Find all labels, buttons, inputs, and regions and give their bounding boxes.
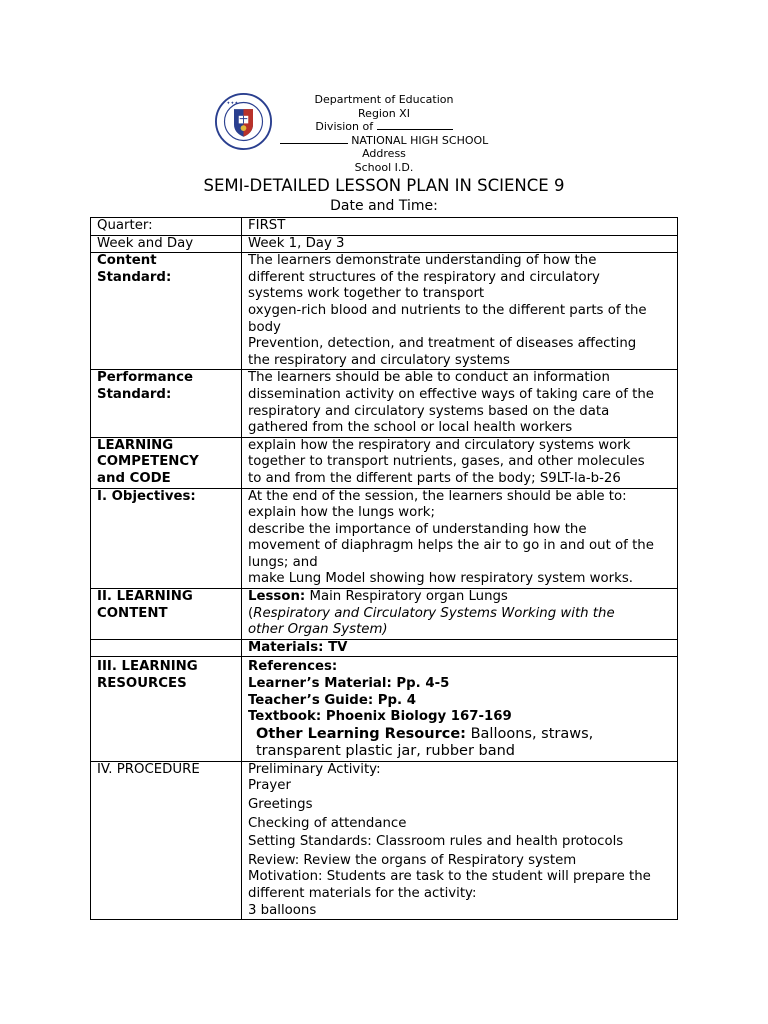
learning-resources-label [91,657,242,761]
region-line: Region XI [358,107,410,120]
learning-competency-value [242,437,678,488]
date-time: Date and Time: [330,198,438,214]
learners-material: Learner’s Material: Pp. 4-5 [248,676,450,692]
attendance: Checking of attendance [248,815,407,831]
learning-content-value [242,589,678,640]
motivation: Motivation: Students are task to the student will prepare the [248,869,651,885]
other-resource-cont: transparent plastic jar, rubber band [256,743,516,760]
other-resource-label: Other Learning Resource: [256,725,466,742]
content-standard-value [242,253,678,370]
division-blank [377,120,453,130]
prayer: Prayer [248,778,291,794]
label-line: Standard: [97,269,172,285]
lesson-subtitle-line [248,606,671,623]
learning-competency-label [91,437,242,488]
school-name: NATIONAL HIGH SCHOOL [351,134,489,147]
label-line: CONTENT [97,605,168,621]
lesson-label: Lesson: [248,589,306,605]
text-line: different structures of the respiratory and circulatory [248,269,600,285]
objectives-value [242,488,678,589]
learning-resources-value [242,657,678,761]
text-line: respiratory and circulatory systems based on the data [248,403,610,419]
text-line: oxygen-rich blood and nutrients to the different parts of the [248,302,647,318]
text-line: make Lung Model showing how respiratory system works. [248,571,633,587]
department-line: Department of Education [314,93,454,106]
text-line: At the end of the session, the learners should be able to: [248,488,627,504]
text-line: gathered from the school or local health workers [248,420,573,436]
text-line: explain how the lungs work; [248,505,435,521]
text-line: Prevention, detection, and treatment of diseases affecting [248,336,637,352]
address-line: Address [362,147,406,160]
lesson-subtitle-cont: other Organ System) [248,622,388,638]
lesson-value: Main Respiratory organ Lungs [305,589,508,605]
performance-standard-value [242,370,678,437]
text-line: body [248,319,281,335]
page-title: SEMI-DETAILED LESSON PLAN IN SCIENCE 9 [203,176,565,195]
text-line: describe the importance of understanding how the [248,521,587,537]
procedure-value [242,761,678,919]
other-resource-line [248,726,671,744]
procedure-label: IV. PROCEDURE [91,761,242,919]
svg-text:✦✦✦: ✦✦✦ [226,101,239,107]
review: Review: Review the organs of Respiratory system [248,852,577,868]
text-line: the respiratory and circulatory systems [248,352,510,368]
label-line: Content [97,253,157,269]
textbook: Textbook: Phoenix Biology 167-169 [248,709,512,725]
materials-label-empty [91,639,242,657]
other-resource-value: Balloons, straws, [465,725,594,742]
objectives-label: I. Objectives: [91,488,242,589]
materials-row [91,639,678,657]
week-day-row [91,235,678,253]
division-line [0,120,768,134]
text-line: systems work together to transport [248,286,485,302]
text-line: The learners demonstrate understanding of how the [248,253,597,269]
references-label: References: [248,659,338,675]
quarter-row [91,218,678,236]
school-line [0,134,768,148]
text-line: lungs; and [248,554,318,570]
letterhead [0,92,768,176]
label-line: II. LEARNING [97,589,193,605]
quarter-value: FIRST [242,218,678,236]
label-line: Performance [97,370,193,386]
motivation-cont: different materials for the activity: [248,885,477,901]
learning-competency-row [91,437,678,488]
label-line: RESOURCES [97,676,187,692]
learning-resources-row [91,657,678,761]
label-line: and CODE [97,470,171,486]
materials-value: Materials: TV [242,639,678,657]
label-line: COMPETENCY [97,454,199,470]
learning-content-row [91,589,678,640]
text-line: explain how the respiratory and circulatory systems work [248,437,631,453]
setting-standards: Setting Standards: Classroom rules and health protocols [248,834,624,850]
balloons-item: 3 balloons [248,902,317,918]
greetings: Greetings [248,797,313,812]
week-day-value: Week 1, Day 3 [242,235,678,253]
learning-content-label [91,589,242,640]
label-line: Standard: [97,386,172,402]
text-line: The learners should be able to conduct an information [248,370,610,386]
label-line: LEARNING [97,437,174,453]
objectives-row [91,488,678,589]
lesson-plan-table [90,217,678,920]
teachers-guide: Teacher’s Guide: Pp. 4 [248,692,416,708]
label-line: III. LEARNING [97,659,198,675]
lesson-line [248,589,671,606]
quarter-label: Quarter: [91,218,242,236]
text-line: together to transport nutrients, gases, and other molecules [248,454,645,470]
lesson-subtitle: Respiratory and Circulatory Systems Working with the [253,605,615,621]
text-line: movement of diaphragm helps the air to go in and out of the [248,538,654,554]
school-id-line: School I.D. [354,161,414,174]
division-label: Division of [315,120,374,133]
open-paren: ( [248,605,254,621]
performance-standard-row [91,370,678,437]
content-standard-row [91,253,678,370]
school-blank [280,134,348,144]
text-line: to and from the different parts of the body; S9LT-la-b-26 [248,470,621,486]
text-line: dissemination activity on effective ways of taking care of the [248,386,654,402]
procedure-row [91,761,678,919]
performance-standard-label [91,370,242,437]
content-standard-label [91,253,242,370]
preliminary-activity: Preliminary Activity: [248,761,381,777]
week-day-label: Week and Day [91,235,242,253]
